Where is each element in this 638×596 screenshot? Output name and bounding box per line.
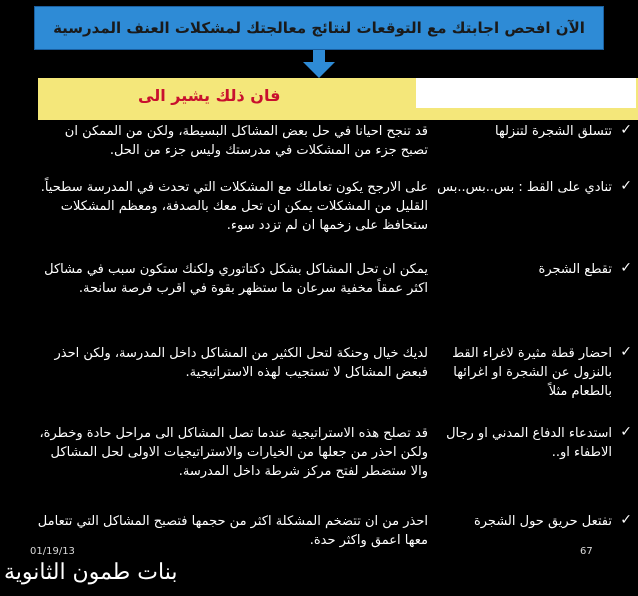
row-item: تنادي على القط : بس..بس..بس: [437, 180, 612, 195]
slide-date: 01/19/13: [30, 546, 75, 557]
row-desc: احذر من ان تتضخم المشكلة اكثر من حجمها فتصبح المشاكل التي تتعامل معها اعمق واكثر حدة.: [37, 514, 428, 548]
header-cover-box: [416, 78, 636, 108]
row-item: احضار قطة مثيرة لاغراء القط بالنزول عن الشجرة او اغرائها بالطعام مثلاً: [452, 346, 612, 399]
header-label: فان ذلك يشير الى: [138, 86, 281, 105]
row-item: تتسلق الشجرة لتنزلها: [495, 124, 612, 139]
title-banner: [34, 6, 604, 50]
check-icon: ✓: [620, 260, 632, 276]
row-desc: على الارجح يكون تعاملك مع المشكلات التي تحدث في المدرسة سطحياً. القليل من المشكلات يمكن ان تحل معك بالصدفة، ومعظم المشكلات ستحافظ على زخمها ان لم تزدد سوء.: [40, 180, 428, 233]
check-icon: ✓: [620, 122, 632, 138]
check-icon: ✓: [620, 344, 632, 360]
check-icon: ✓: [620, 512, 632, 528]
table-header: [38, 78, 638, 120]
row-desc: قد تصلح هذه الاستراتيجية عندما تصل المشاكل الى مراحل حادة وخطرة، ولكن احذر من جعلها من الخيارات والاستراتيجيات الاولى لحل المشاكل والا ستضطر لفتح مركز شرطة داخل المدرسة.: [39, 426, 428, 479]
down-arrow-head-icon: [303, 62, 335, 78]
check-icon: ✓: [620, 178, 632, 194]
row-desc: قد تنجح احيانا في حل بعض المشاكل البسيطة، ولكن من الممكن ان تصبح جزء من المشكلات في مدرستك وليس جزء من الحل.: [64, 124, 428, 158]
slide-number: 67: [580, 546, 593, 557]
school-name: بنات طمون الثانوية: [4, 560, 178, 585]
row-item: تقطع الشجرة: [538, 262, 612, 277]
row-item: استدعاء الدفاع المدني او رجال الاطفاء او..: [446, 426, 612, 460]
row-item: تفتعل حريق حول الشجرة: [473, 514, 612, 529]
row-desc: يمكن ان تحل المشاكل بشكل دكتاتوري ولكنك ستكون سبب في مشاكل اكثر عمقاً مخفية سرعان ما ستظهر بقوة في اقرب فرصة سانحة.: [44, 262, 428, 296]
check-icon: ✓: [620, 424, 632, 440]
banner-title: الآن افحص اجابتك مع التوقعات لنتائج معالجتك لمشكلات العنف المدرسية: [53, 19, 585, 37]
row-desc: لديك خيال وحنكة لتحل الكثير من المشاكل داخل المدرسة، ولكن احذر فبعض المشاكل لا تستجيب لهذه الاستراتيجية.: [54, 346, 428, 380]
